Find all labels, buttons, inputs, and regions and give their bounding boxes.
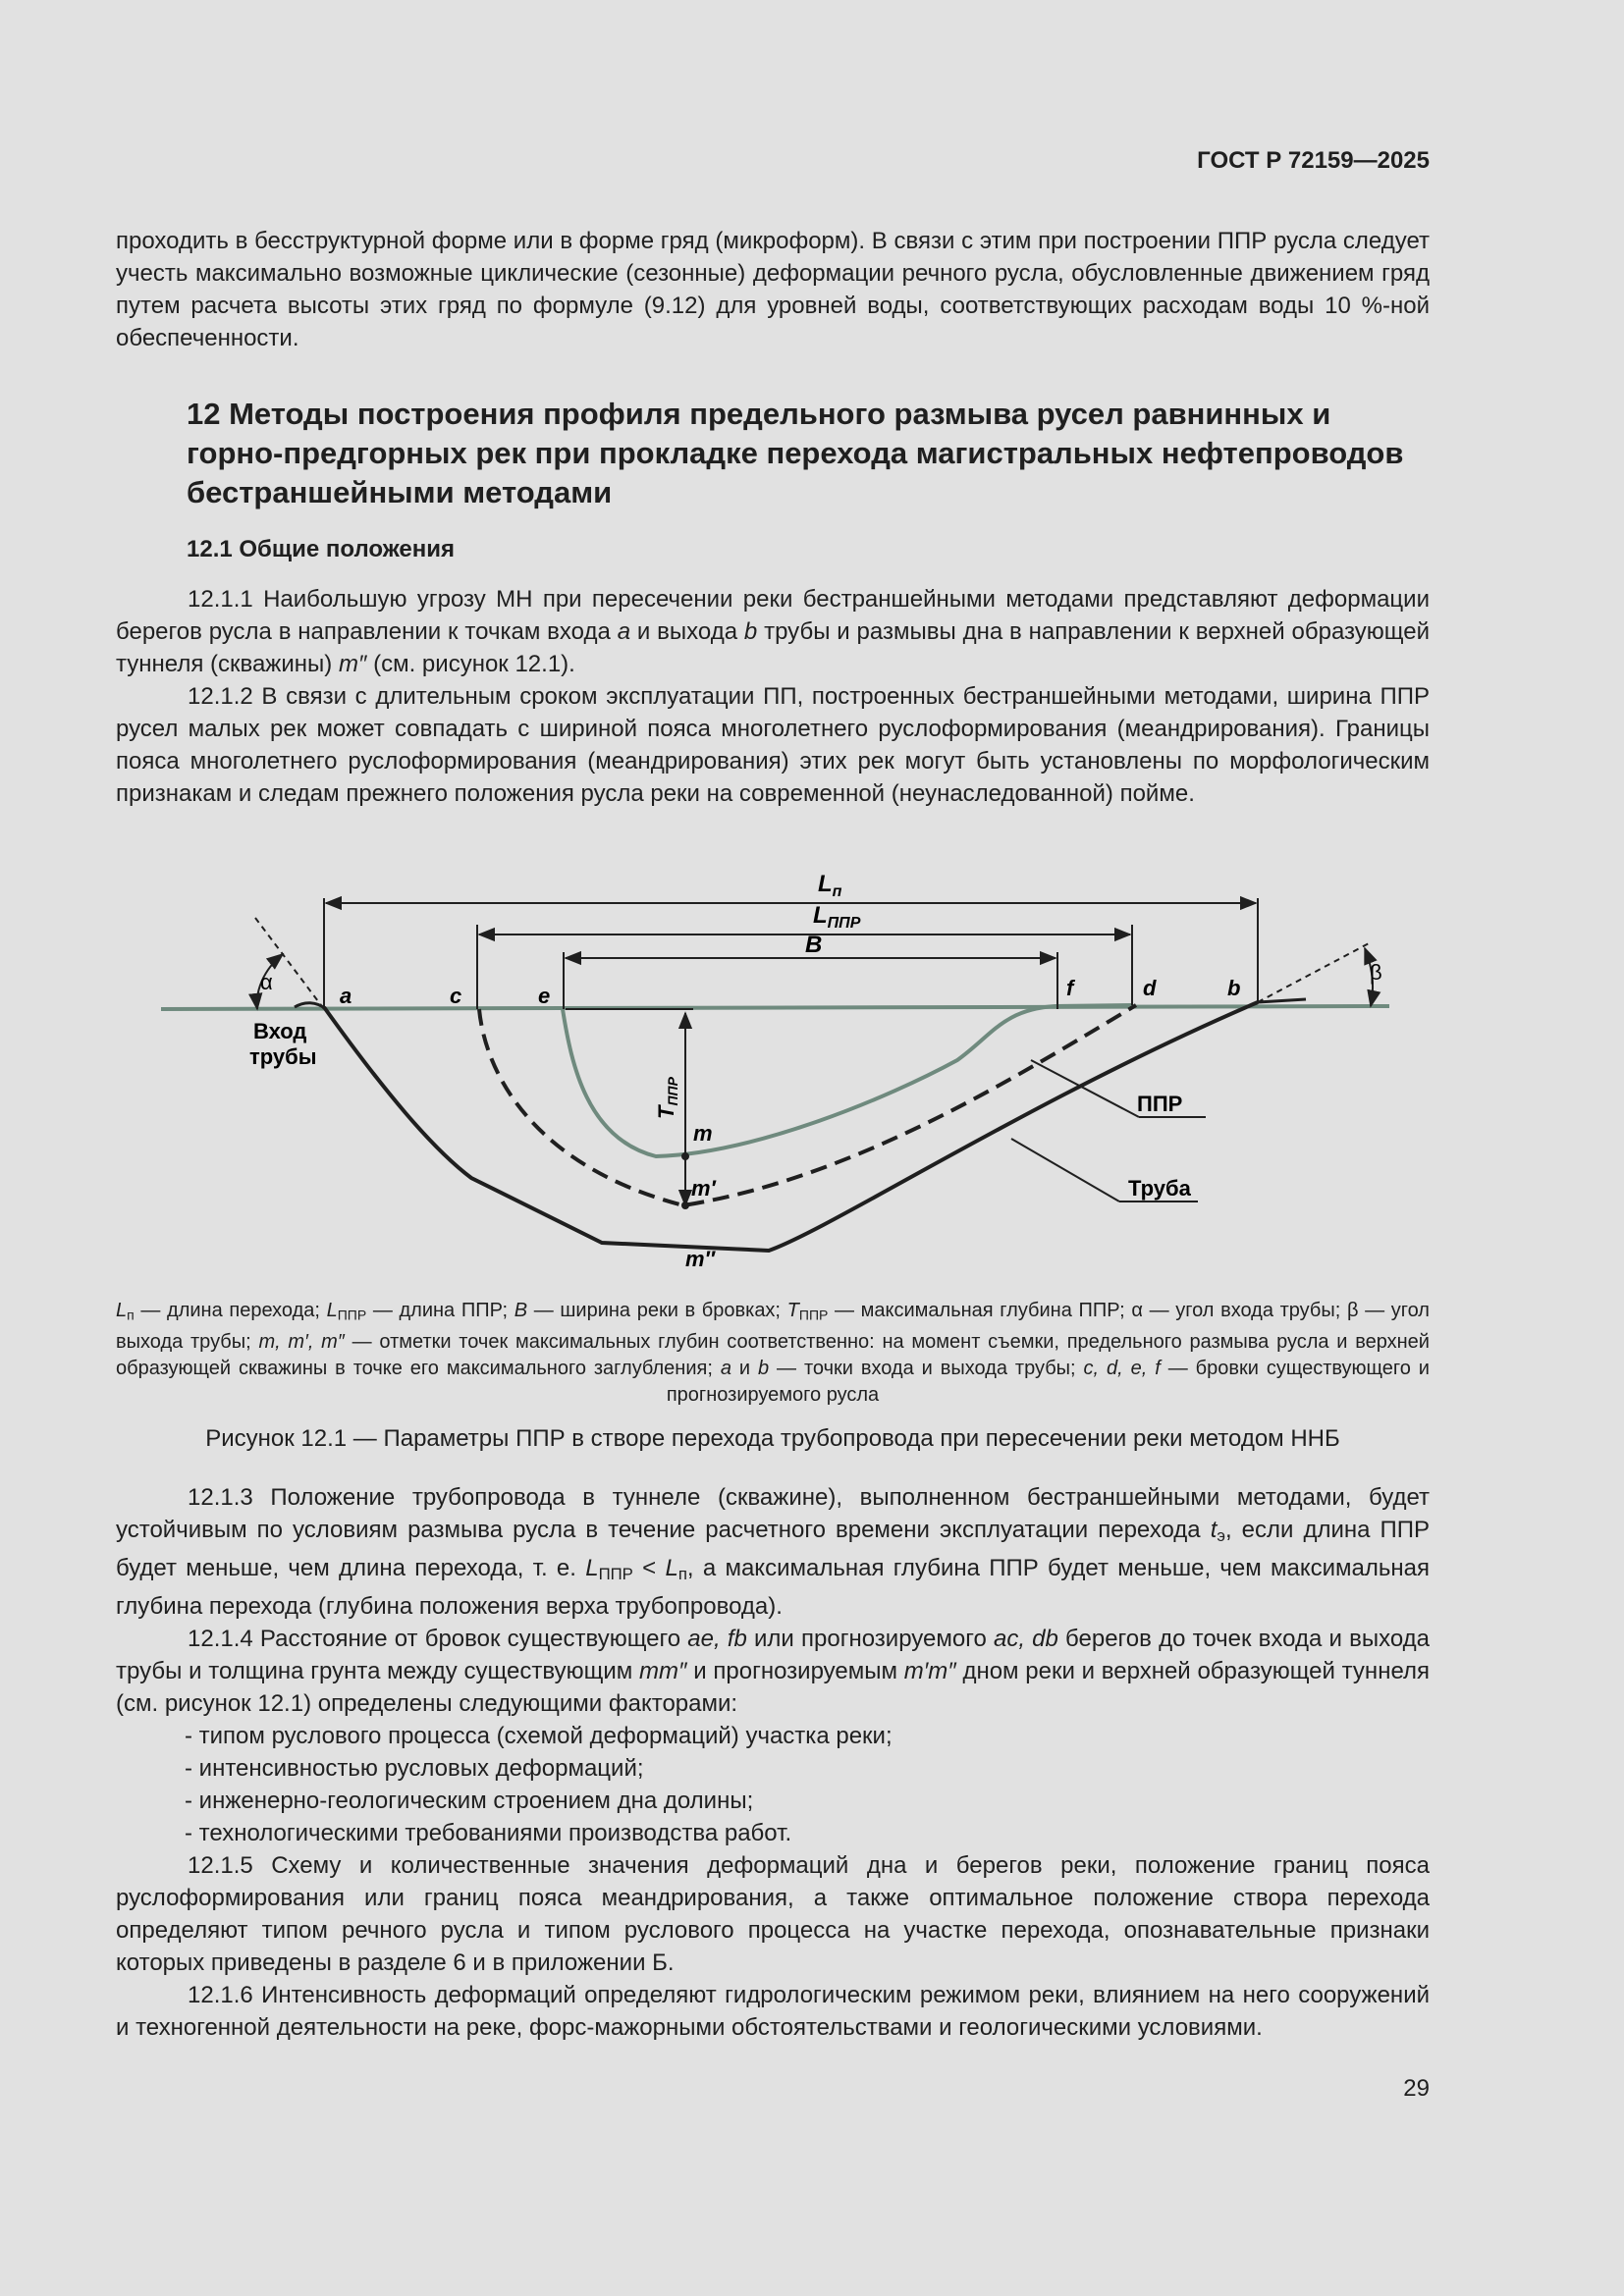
figure-caption: Рисунок 12.1 — Параметры ППР в створе перехода трубопровода при пересечении реки методом ННБ	[205, 1425, 1340, 1452]
label-beta: β	[1370, 960, 1382, 985]
legend-text-7: — точки входа и выхода трубы;	[769, 1357, 1084, 1379]
legend-text-5: — отметки точек максимальных глубин соответственно: на момент съемки, предельного размыва русла и верхней образующей скважины в точке его максимального заглубления;	[116, 1330, 1430, 1379]
figure-legend	[116, 1298, 1430, 1409]
legend-t-sub: ППР	[798, 1307, 829, 1323]
label-b-width: B	[805, 932, 823, 958]
standard-number: ГОСТ Р 72159—2025	[1197, 147, 1430, 174]
label-pipe: Труба	[1128, 1176, 1191, 1201]
legend-ln: L	[116, 1300, 128, 1321]
label-a: a	[340, 984, 352, 1008]
label-tppr: TППР	[654, 1077, 680, 1119]
legend-text-4: — максимальная глубина ППР; α — угол входа трубы; β — угол выхода трубы;	[116, 1300, 1430, 1353]
label-ppr: ППР	[1137, 1092, 1183, 1116]
legend-m: m, m′, m″	[258, 1330, 345, 1353]
exit-cap	[1258, 999, 1306, 1002]
legend-b-point: b	[757, 1357, 770, 1379]
pipe-line	[324, 1002, 1258, 1251]
subsection-title: 12.1 Общие положения	[187, 536, 456, 562]
list-item: - типом руслового процесса (схемой деформаций) участка реки;	[185, 1723, 893, 1750]
page-number: 29	[1403, 2075, 1430, 2102]
label-alpha: α	[260, 970, 273, 994]
list-item: - инженерно-геологическим строением дна долины;	[185, 1788, 754, 1815]
list-item: - технологическими требованиями производства работ.	[185, 1820, 792, 1847]
paragraph-12-1-1: 12.1.1 Наибольшую угрозу МН при пересечении реки бестраншейными методами представляют деформации берегов русла в направлении к точкам входа a и выхода b трубы и размывы дна в направлении к верхней образующей туннеля (скважины) m″ (см. рисунок 12.1).	[116, 586, 1430, 677]
alpha-entry-line	[255, 918, 324, 1009]
label-entry-line2: трубы	[249, 1044, 317, 1069]
paragraph-12-1-5: 12.1.5 Схему и количественные значения деформаций дна и берегов реки, положение границ пояса руслоформирования или границ пояса меандрирования, а также оптимальное положение створа перехода определяют типом речного русла и типом руслового процесса на участке перехода, опознавательные признаки которых приведены в разделе 6 и в приложении Б.	[116, 1852, 1430, 1977]
leader-ppr	[1031, 1060, 1139, 1117]
intro-paragraph	[116, 225, 1430, 354]
paragraph-12-1-2: 12.1.2 В связи с длительным сроком эксплуатации ПП, построенных бестраншейными методами, ширина ППР русел малых рек может совпадать с шириной пояса многолетнего руслоформирования (меандрирования). Границы пояса многолетнего руслоформирования (меандрирования) этих рек могут быть установлены по морфологическим признакам и следам прежнего положения русла реки на современной (неунаследованной) пойме.	[116, 683, 1430, 807]
label-entry-line1: Вход	[253, 1019, 307, 1043]
label-m2: m″	[685, 1247, 716, 1271]
beta-exit-line	[1258, 942, 1371, 1002]
leader-pipe	[1011, 1139, 1119, 1201]
legend-text-8: — бровки существующего и прогнозируемого русла	[666, 1357, 1430, 1406]
legend-text-3: — ширина реки в бровках;	[527, 1300, 787, 1321]
ppr-profile	[479, 1005, 1136, 1205]
paragraph-12-1-6: 12.1.6 Интенсивность деформаций определяют гидрологическим режимом реки, влиянием на него сооружений и техногенной деятельности на реке, форс-мажорными обстоятельствами и геологическими условиями.	[116, 1982, 1430, 2042]
legend-b: B	[514, 1300, 528, 1321]
paragraphs-12-1-3-6	[116, 1481, 1430, 2044]
intro-text: проходить в бесструктурной форме или в форме гряд (микроформ). В связи с этим при построении ППР русла следует учесть максимально возможные циклические (сезонные) деформации речного русла, обусловленные движением гряд путем расчета высоты этих гряд по формуле (9.12) для уровней воды, соответствующих расходам воды 10 %-ной обеспеченности.	[116, 228, 1430, 351]
label-b: b	[1227, 976, 1241, 1000]
paragraphs-12-1-1-2	[116, 583, 1430, 810]
figure-12-1-diagram	[147, 854, 1404, 1286]
list-item: - интенсивностью русловых деформаций;	[185, 1755, 644, 1783]
label-lppr: $L_{ППР}$	[813, 902, 861, 932]
legend-cdef: c, d, e, f	[1083, 1357, 1161, 1379]
label-f: f	[1066, 976, 1074, 1000]
existing-riverbed	[563, 1005, 1133, 1156]
legend-lppr: L	[326, 1300, 338, 1321]
legend-text-1: — длина перехода;	[134, 1300, 327, 1321]
label-ln: $L_п$	[818, 871, 842, 900]
legend-text-2: — длина ППР;	[366, 1300, 514, 1321]
label-m: m	[693, 1121, 713, 1146]
legend-lppr-sub: ППР	[337, 1307, 367, 1323]
legend-a: a	[720, 1357, 731, 1379]
paragraph-12-1-3: 12.1.3 Положение трубопровода в туннеле (скважине), выполненном бестраншейными методами, будет устойчивым по условиям размыва русла в течение расчетного времени эксплуатации перехода $t_э$, если длина ППР будет меньше, чем длина перехода, т. е. $L_{ППР} < L_п$, а максимальная глубина ППР будет меньше, чем максимальная глубина перехода (глубина положения верха трубопровода).	[116, 1484, 1431, 1621]
point-m1	[681, 1201, 689, 1209]
label-c: c	[450, 984, 462, 1008]
label-e: e	[538, 984, 551, 1008]
paragraph-12-1-4: 12.1.4 Расстояние от бровок существующего ae, fb или прогнозируемого ac, db берегов до точек входа и выхода трубы и толщина грунта между существующим mm″ и прогнозируемым m′m″ дном реки и верхней образующей туннеля (см. рисунок 12.1) определены следующими факторами:	[116, 1626, 1430, 1718]
legend-ln-sub: п	[127, 1307, 135, 1323]
point-m	[681, 1152, 689, 1160]
legend-t: T	[786, 1300, 799, 1321]
label-m1: m′	[691, 1176, 716, 1201]
label-d: d	[1143, 976, 1157, 1000]
legend-text-6: и	[731, 1357, 758, 1379]
section-title: 12 Методы построения профиля предельного размыва русел равнинных и горно-предгорных рек при прокладке перехода магистральных нефтепроводов бестраншейными методами	[187, 397, 1404, 509]
